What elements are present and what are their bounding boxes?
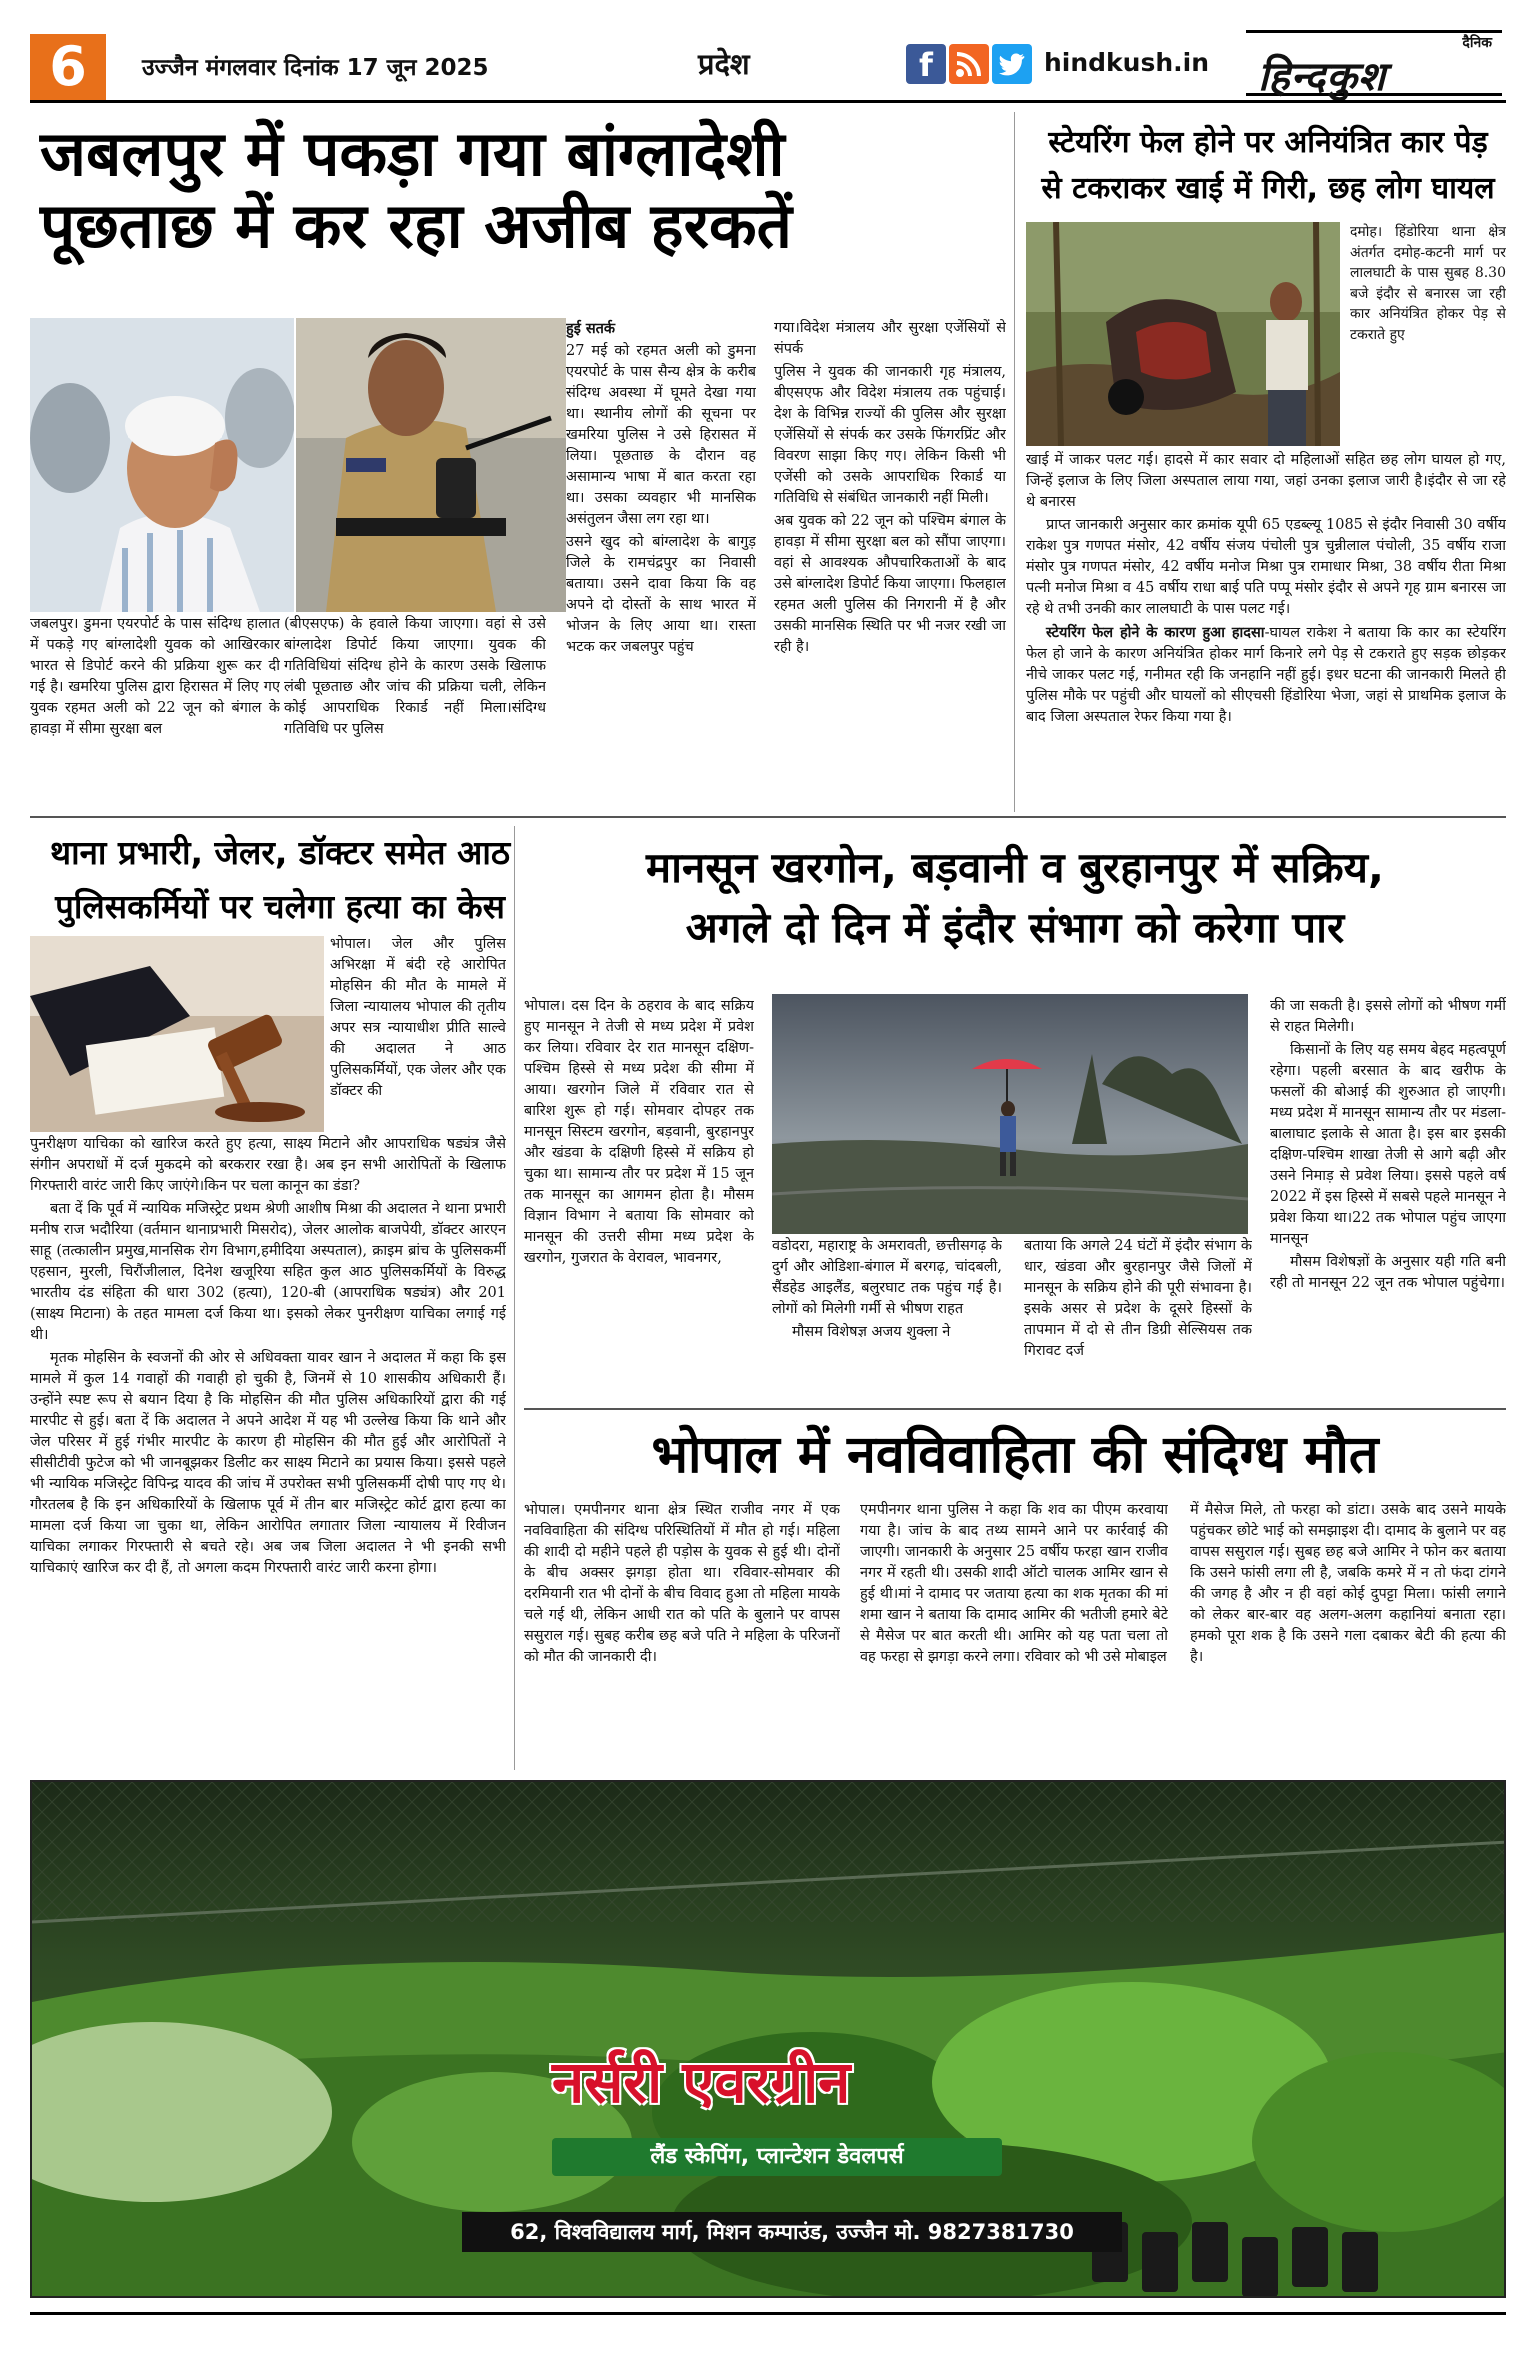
date-line: उज्जैन मंगलवार दिनांक 17 जून 2025 <box>142 55 489 81</box>
story5-col2: एमपीनगर थाना पुलिस ने कहा कि शव का पीएम करवाया गया है। जांच के बाद तथ्य सामने आने पर कार्रवाई की जाएगी। जानकारी के अनुसार 25 वर्षीय फरहा खान राजीव नगर में रहती थी। उसकी शादी ऑटो चालक आमिर खान से हुई थी।मां ने दामाद पर जताया हत्या का शक मृतका की मां शमा खान ने बताया कि दामाद आमिर की भतीजी हमारे बेटे से मैसेज पर बात करती थी। आमिर को यह पता चला तो वह फरहा से झगड़ा करने लगा। रविवार को भी उसे मोबाइल <box>860 1502 1168 1665</box>
story3-headline-line2: पुलिसकर्मियों पर चलेगा हत्या का केस <box>55 887 505 926</box>
story1-headline <box>40 118 1020 262</box>
story5-headline: भोपाल में नवविवाहिता की संदिग्ध मौत <box>651 1425 1379 1485</box>
story3-side-text: भोपाल। जेल और पुलिस अभिरक्षा में बंदी रहे आरोपित मोहसिन की मौत के मामले में जिला न्यायालय भोपाल की तृतीय अपर सत्र न्यायाधीश प्रीति साल्वे की अदालत ने आठ पुलिसकर्मियों, एक जेलर और एक डॉक्टर की <box>330 936 506 1099</box>
story4-headline <box>524 838 1506 958</box>
story1-col4-para1: पुलिस ने युवक की जानकारी गृह मंत्रालय, बीएसएफ और विदेश मंत्रालय तक पहुंचाई। देश के विभिन्न राज्यों की पुलिस और सुरक्षा एजेंसियों से संपर्क कर उसके फिंगरप्रिंट और विवरण साझा किए गए। लेकिन किसी भी एजेंसी को उसके आपराधिक रिकार्ड या गतिविधि से संबंधित जानकारी नहीं मिली। <box>774 364 1006 506</box>
story2-para3-text: -घायल राकेश ने बताया कि कार का स्टेयरिंग फेल हो जाने के कारण अनियंत्रित होकर मार्ग किनारे लगे पेड़ से टकराते हुए सड़क छोड़कर नीचे जाकर पलट गई, गनीमत रही कि जनहानि नहीं हुई। इधर घटना की जानकारी मिलते ही पुलिस मौके पर पहुंची और घायलों को सीएचसी हिंडोरिया भेजा, जहां से प्राथमिक इलाज के बाद जिला अस्पताल रेफर किया गया है। <box>1026 625 1506 725</box>
story2-para1: खाई में जाकर पलट गई। हादसे में कार सवार दो महिलाओं सहित छह लोग घायल हो गए, जिन्हें इलाज के लिए जिला अस्पताल लाया गया, जहां उनका इलाज जारी है।इंदौर से जा रहे थे बनारस <box>1026 452 1506 510</box>
story1-photo-man <box>30 318 294 612</box>
divider <box>514 826 515 1770</box>
divider <box>1014 112 1015 812</box>
story2-headline <box>1030 120 1506 212</box>
newspaper-logo <box>1246 30 1502 100</box>
story4-headline-line1: मानसून खरगोन, बड़वानी व बुरहानपुर में सक्रिय, <box>646 843 1384 892</box>
story3-para1: पुनरीक्षण याचिका को खारिज करते हुए हत्या, साक्ष्य मिटाने और आपराधिक षड्यंत्र जैसे संगीन अपराधों में दर्ज मुकदमे को बरकरार रखा है। अब इन सभी आरोपितों के खिलाफ गिरफ्तारी वारंट जारी किए जाएंगे।किन पर चला कानून का डंडा? <box>30 1136 506 1194</box>
section-rule-1 <box>30 816 1506 818</box>
story3-headline-line1: थाना प्रभारी, जेलर, डॉक्टर समेत आठ <box>49 833 510 872</box>
story4-col2-para1: वडोदरा, महाराष्ट्र के अमरावती, छत्तीसगढ़ के दुर्ग और ओडिशा-बंगाल में बरगढ़, चांदबली, सैंडहेड आइलैंड, बलुरघाट तक पहुंच गई है।लोगों को मिलेगी गर्मी से भीषण राहत <box>772 1238 1002 1317</box>
story2-headline-line2: से टकराकर खाई में गिरी, छह लोग घायल <box>1041 171 1495 206</box>
story4-col2-para2: मौसम विशेषज्ञ अजय शुक्ला ने <box>792 1324 951 1340</box>
story5-col1: भोपाल। एमपीनगर थाना क्षेत्र स्थित राजीव नगर में एक नवविवाहिता की संदिग्ध परिस्थितियों में मौत हो गई। महिला की शादी दो महीने पहले ही पड़ोस के युवक से हुई थी। दोनों के बीच अक्सर झगड़ा होता था। रविवार-सोमवार की दरमियानी रात भी दोनों के बीच विवाद हुआ तो महिला मायके चले गई थी, लेकिन आधी रात को पति के बुलाने पर वापस ससुराल गई। सुबह करीब छह बजे पति ने महिला के परिजनों को मौत की जानकारी दी। <box>524 1502 840 1665</box>
story4-headline-line2: अगले दो दिन में इंदौर संभाग को करेगा पार <box>685 903 1345 952</box>
nursery-ad-address: 62, विश्वविद्यालय मार्ग, मिशन कम्पाउंड, उज्जैन मो. 9827381730 <box>462 2212 1122 2252</box>
story4-col2 <box>772 1236 1002 1396</box>
story3-body <box>30 1134 506 1768</box>
masthead-rule <box>30 100 1506 103</box>
story3-headline <box>30 826 530 934</box>
nursery-ad[interactable] <box>30 1780 1506 2298</box>
story4-col4 <box>1270 996 1506 1394</box>
logo-top: दैनिक <box>1462 35 1492 51</box>
page-number: 6 <box>30 34 106 100</box>
story3-para2: बता दें कि पूर्व में न्यायिक मजिस्ट्रेट प्रथम श्रेणी आशीष मिश्रा की अदालत ने थाना प्रभारी मनीष राज भदौरिया (वर्तमान थानाप्रभारी मिसरोद), जेलर आलोक बाजपेयी, डॉक्टर आरएन साहू (तत्कालीन प्रमुख,मानसिक रोग विभाग,हमीदिया अस्पताल), क्राइम ब्रांच के पुलिसकर्मी एहसान, मुरली, चिरौंजीलाल, दिनेश खजूरिया सहित कुल आठ पुलिसकर्मियों के विरुद्ध भारतीय दंड संहिता की धारा 302 (हत्या), 120-बी (आपराधिक षड्यंत्र) और 201 (साक्ष्य मिटाना) के तहत मामला दर्ज किया था। इसको लेकर पुनरीक्षण याचिका लगाई गई थी। <box>30 1201 506 1343</box>
story4-col4-para3: मौसम विशेषज्ञों के अनुसार यही गति बनी रही तो मानसून 22 जून तक भोपाल पहुंचेगा। <box>1270 1254 1506 1291</box>
section-rule-2 <box>524 1408 1506 1410</box>
website-link[interactable]: hindkush.in <box>1044 48 1210 77</box>
story4-col1: भोपाल। दस दिन के ठहराव के बाद सक्रिय हुए मानसून ने तेजी से मध्य प्रदेश में प्रवेश कर लिया। रविवार देर रात मानसून दक्षिण-पश्चिम हिस्से से मध्य प्रदेश की सीमा में आया। खरगोन जिले में रविवार रात से बारिश शुरू हो गई। सोमवार दोपहर तक मानसून सिस्टम खरगोन, बड़वानी, बुरहानपुर और खंडवा के दक्षिणी हिस्से में सक्रिय हो चुका था। सामान्य तौर पर प्रदेश में 15 जून तक मानसून का आगमन होता है। मौसम विज्ञान विभाग ने बताया कि सोमवार को मानसून की उत्तरी सीमा मध्य प्रदेश के खरगोन, गुजरात के वेरावल, भावनगर, <box>524 998 754 1266</box>
nursery-ad-tagline: लैंड स्केपिंग, प्लान्टेशन डेवलपर्स <box>552 2138 1002 2176</box>
story2-subhead: स्टेयरिंग फेल होने के कारण हुआ हादसा <box>1046 624 1265 641</box>
story4-col4-para1: की जा सकती है। इससे लोगों को भीषण गर्मी से राहत मिलेगी। <box>1270 998 1506 1035</box>
footer-rule <box>30 2312 1506 2315</box>
story4-col3: बताया कि अगले 24 घंटों में इंदौर संभाग के धार, खंडवा और बुरहानपुर जैसे जिलों में मानसून के सक्रिय होने की पूरी संभावना है। इसके असर से प्रदेश के दूसरे हिस्सों के तापमान में दो से तीन डिग्री सेल्सियस तक गिरावट दर्ज <box>1024 1238 1252 1359</box>
story5-col3: में मैसेज मिले, तो फरहा को डांटा। उसके बाद उसने मायके पहुंचकर छोटे भाई को समझाइश दी। दामाद के बुलाने पर वह वापस ससुराल गई। सुबह छह बजे आमिर ने फोन कर बताया कि उसने फांसी लगा ली है, जबकि कमरे में न तो फंदा टांगने की जगह है और न ही वहां कोई दुपट्टा मिला। फांसी लगाने को लेकर बार-बार वह अलग-अलग कहानियां बनाता रहा। हमको पूरा शक है कि उसने गला दबाकर बेटी की हत्या की है। <box>1190 1502 1506 1665</box>
story1-photo-police <box>296 318 566 612</box>
twitter-icon[interactable] <box>992 44 1032 84</box>
story3-photo-gavel <box>30 936 324 1132</box>
story2-para2: प्राप्त जानकारी अनुसार कार क्रमांक यूपी 65 एडब्ल्यू 1085 से इंदौर निवासी 30 वर्षीय राकेश पुत्र गणपत मंसोर, 42 वर्षीय संजय पंचोली पुत्र चुन्नीलाल पंचोली, 35 वर्षीय राजा मंसोर पुत्र गणपत मंसोर, 42 वर्षीय मनोज मिश्रा पुत्र रामाधार मिश्रा, 38 वर्षीय रीता मिश्रा पत्नी मनोज मिश्रा व 45 वर्षीय राधा बाई पति पप्पू मंसोर इंदौर से अपने गृह ग्राम बनारस जा रहे थे तभी उनकी कार लालघाटी के पास पलट गई। <box>1026 517 1506 617</box>
facebook-icon[interactable]: f <box>906 44 946 84</box>
story1-col4 <box>774 318 1006 804</box>
story2-side-text: दमोह। हिंडोरिया थाना क्षेत्र अंतर्गत दमोह-कटनी मार्ग पर लालघाटी के पास सुबह 8.30 बजे इंदौर से बनारस जा रही कार अनियंत्रित होकर पेड़ से टकराते हुए <box>1350 224 1506 343</box>
nursery-ad-name: नर्सरी एवरग्रीन <box>552 2048 851 2116</box>
story1-col3 <box>566 318 756 804</box>
social-icons <box>906 44 1032 84</box>
story1-headline-line1: जबलपुर में पकड़ा गया बांग्लादेशी <box>40 117 785 190</box>
story4-col4-para2: किसानों के लिए यह समय बेहद महत्वपूर्ण रहेगा। पहली बरसात के बाद खरीफ के फसलों की बोआई की शुरुआत हो जाएगी। मध्य प्रदेश में मानसून सामान्य तौर पर मंडला-बालाघाट इलाके से आता है। इस बार इसकी दक्षिण-पश्चिम शाखा तेजी से आगे बढ़ी और उसने निमाड़ से प्रवेश लिया। इससे पहले वर्ष 2022 में इस हिस्से में सबसे पहले मानसून ने प्रवेश किया था।22 तक भोपाल पहुंच जाएगा मानसून <box>1270 1042 1506 1247</box>
story1-col1: जबलपुर। डुमना एयरपोर्ट के पास संदिग्ध हालात में पकड़े गए बांग्लादेशी युवक को आखिरकार भारत से डिपोर्ट करने की प्रक्रिया शुरू कर दी गई है। खमरिया पुलिस द्वारा हिरासत में लिए गए युवक रहमत अली को 22 जून को बंगाल के हावड़ा में सीमा सुरक्षा बल <box>30 616 280 737</box>
story2-para3 <box>1026 622 1506 728</box>
story4-photo-rain <box>772 994 1248 1234</box>
story1-subhead-alert: हुई सतर्क <box>566 320 616 337</box>
story1-col3-para2: उसने खुद को बांग्लादेश के बागुड़ जिले के रामचंद्रपुर का निवासी बताया। उसने दावा किया कि वह अपने दो दोस्तों के साथ भारत में भोजन के लिए आया था। रास्ता भटक कर जबलपुर पहुंच <box>566 534 756 655</box>
story1-subhead-ministry: गया।विदेश मंत्रालय और सुरक्षा एजेंसियों से संपर्क <box>774 320 1006 357</box>
story2-body <box>1026 450 1506 814</box>
story2-headline-line1: स्टेयरिंग फेल होने पर अनियंत्रित कार पेड़ <box>1048 125 1488 160</box>
story1-col2: (बीएसएफ) के हवाले किया जाएगा। वहां से उसे बांग्लादेश डिपोर्ट किया जाएगा। युवक की गतिविधियां संदिग्ध होने के कारण उसके खिलाफ लंबी पूछताछ और जांच की प्रक्रिया चली, लेकिन कोई आपराधिक रिकार्ड नहीं मिला।संदिग्ध गतिविधि पर पुलिस <box>284 616 546 737</box>
section-label: प्रदेश <box>698 47 750 81</box>
story3-para3: मृतक मोहसिन के स्वजनों की ओर से अधिवक्ता यावर खान ने अदालत में कहा कि इस मामले में कुल 14 गवाहों की गवाही हो चुकी है, जिनमें से 10 शासकीय अधिकारी हैं। उन्होंने स्पष्ट रूप से बयान दिया है कि मोहसिन की मौत पुलिस अधिकारियों द्वारा की गई मारपीट से हुई। बता दें कि अदालत ने अपने आदेश में यह भी उल्लेख किया कि थाने और जेल परिसर में हुई गंभीर मारपीट के कारण ही मोहसिन की मौत हुई और आरोपितों ने सीसीटीवी फुटेज को भी जानबूझकर डिलीट कर साक्ष्य मिटाने का प्रयास किया। इससे पहले भी न्यायिक मजिस्ट्रेट विपिन्द्र यादव की जांच में उपरोक्त सभी पुलिसकर्मी दोषी पाए गए थे। गौरतलब है कि इन अधिकारियों के खिलाफ पूर्व में तीन बार मजिस्ट्रेट कोर्ट द्वारा हत्या का मामला दर्ज किया जा चुका था, लेकिन आरोपित लगातार जिला न्यायालय में रिवीजन याचिका लगाकर गिरफ्तारी से बचते रहे। अब जब जिला अदालत ने भी इनकी सभी याचिकाएं खारिज कर दी हैं, तो अगला कदम गिरफ्तारी वारंट जारी करना होगा। <box>30 1350 506 1576</box>
rss-icon[interactable] <box>949 44 989 84</box>
story2-photo-crash <box>1026 222 1340 446</box>
story1-col4-para2: अब युवक को 22 जून को पश्चिम बंगाल के हावड़ा में सीमा सुरक्षा बल को सौंपा जाएगा। वहां से आवश्यक औपचारिकताओं के बाद उसे बांग्लादेश डिपोर्ट किया जाएगा। फिलहाल रहमत अली पुलिस की निगरानी में है और उसकी मानसिक स्थिति पर भी नजर रखी जा रही है। <box>774 513 1006 655</box>
story1-col3-para1: 27 मई को रहमत अली को डुमना एयरपोर्ट के पास सैन्य क्षेत्र के करीब संदिग्ध अवस्था में घूमते देखा गया था। स्थानीय लोगों की सूचना पर खमरिया पुलिस ने उसे हिरासत में लिया। पूछताछ के दौरान वह असामान्य भाषा में बात करता रहा था। उसका व्यवहार भी मानसिक असंतुलन जैसा लग रहा था। <box>566 343 756 527</box>
masthead <box>30 30 1506 102</box>
logo-name: हिन्दकुश <box>1258 53 1387 100</box>
story1-headline-line2: पूछताछ में कर रहा अजीब हरकतें <box>40 189 792 262</box>
